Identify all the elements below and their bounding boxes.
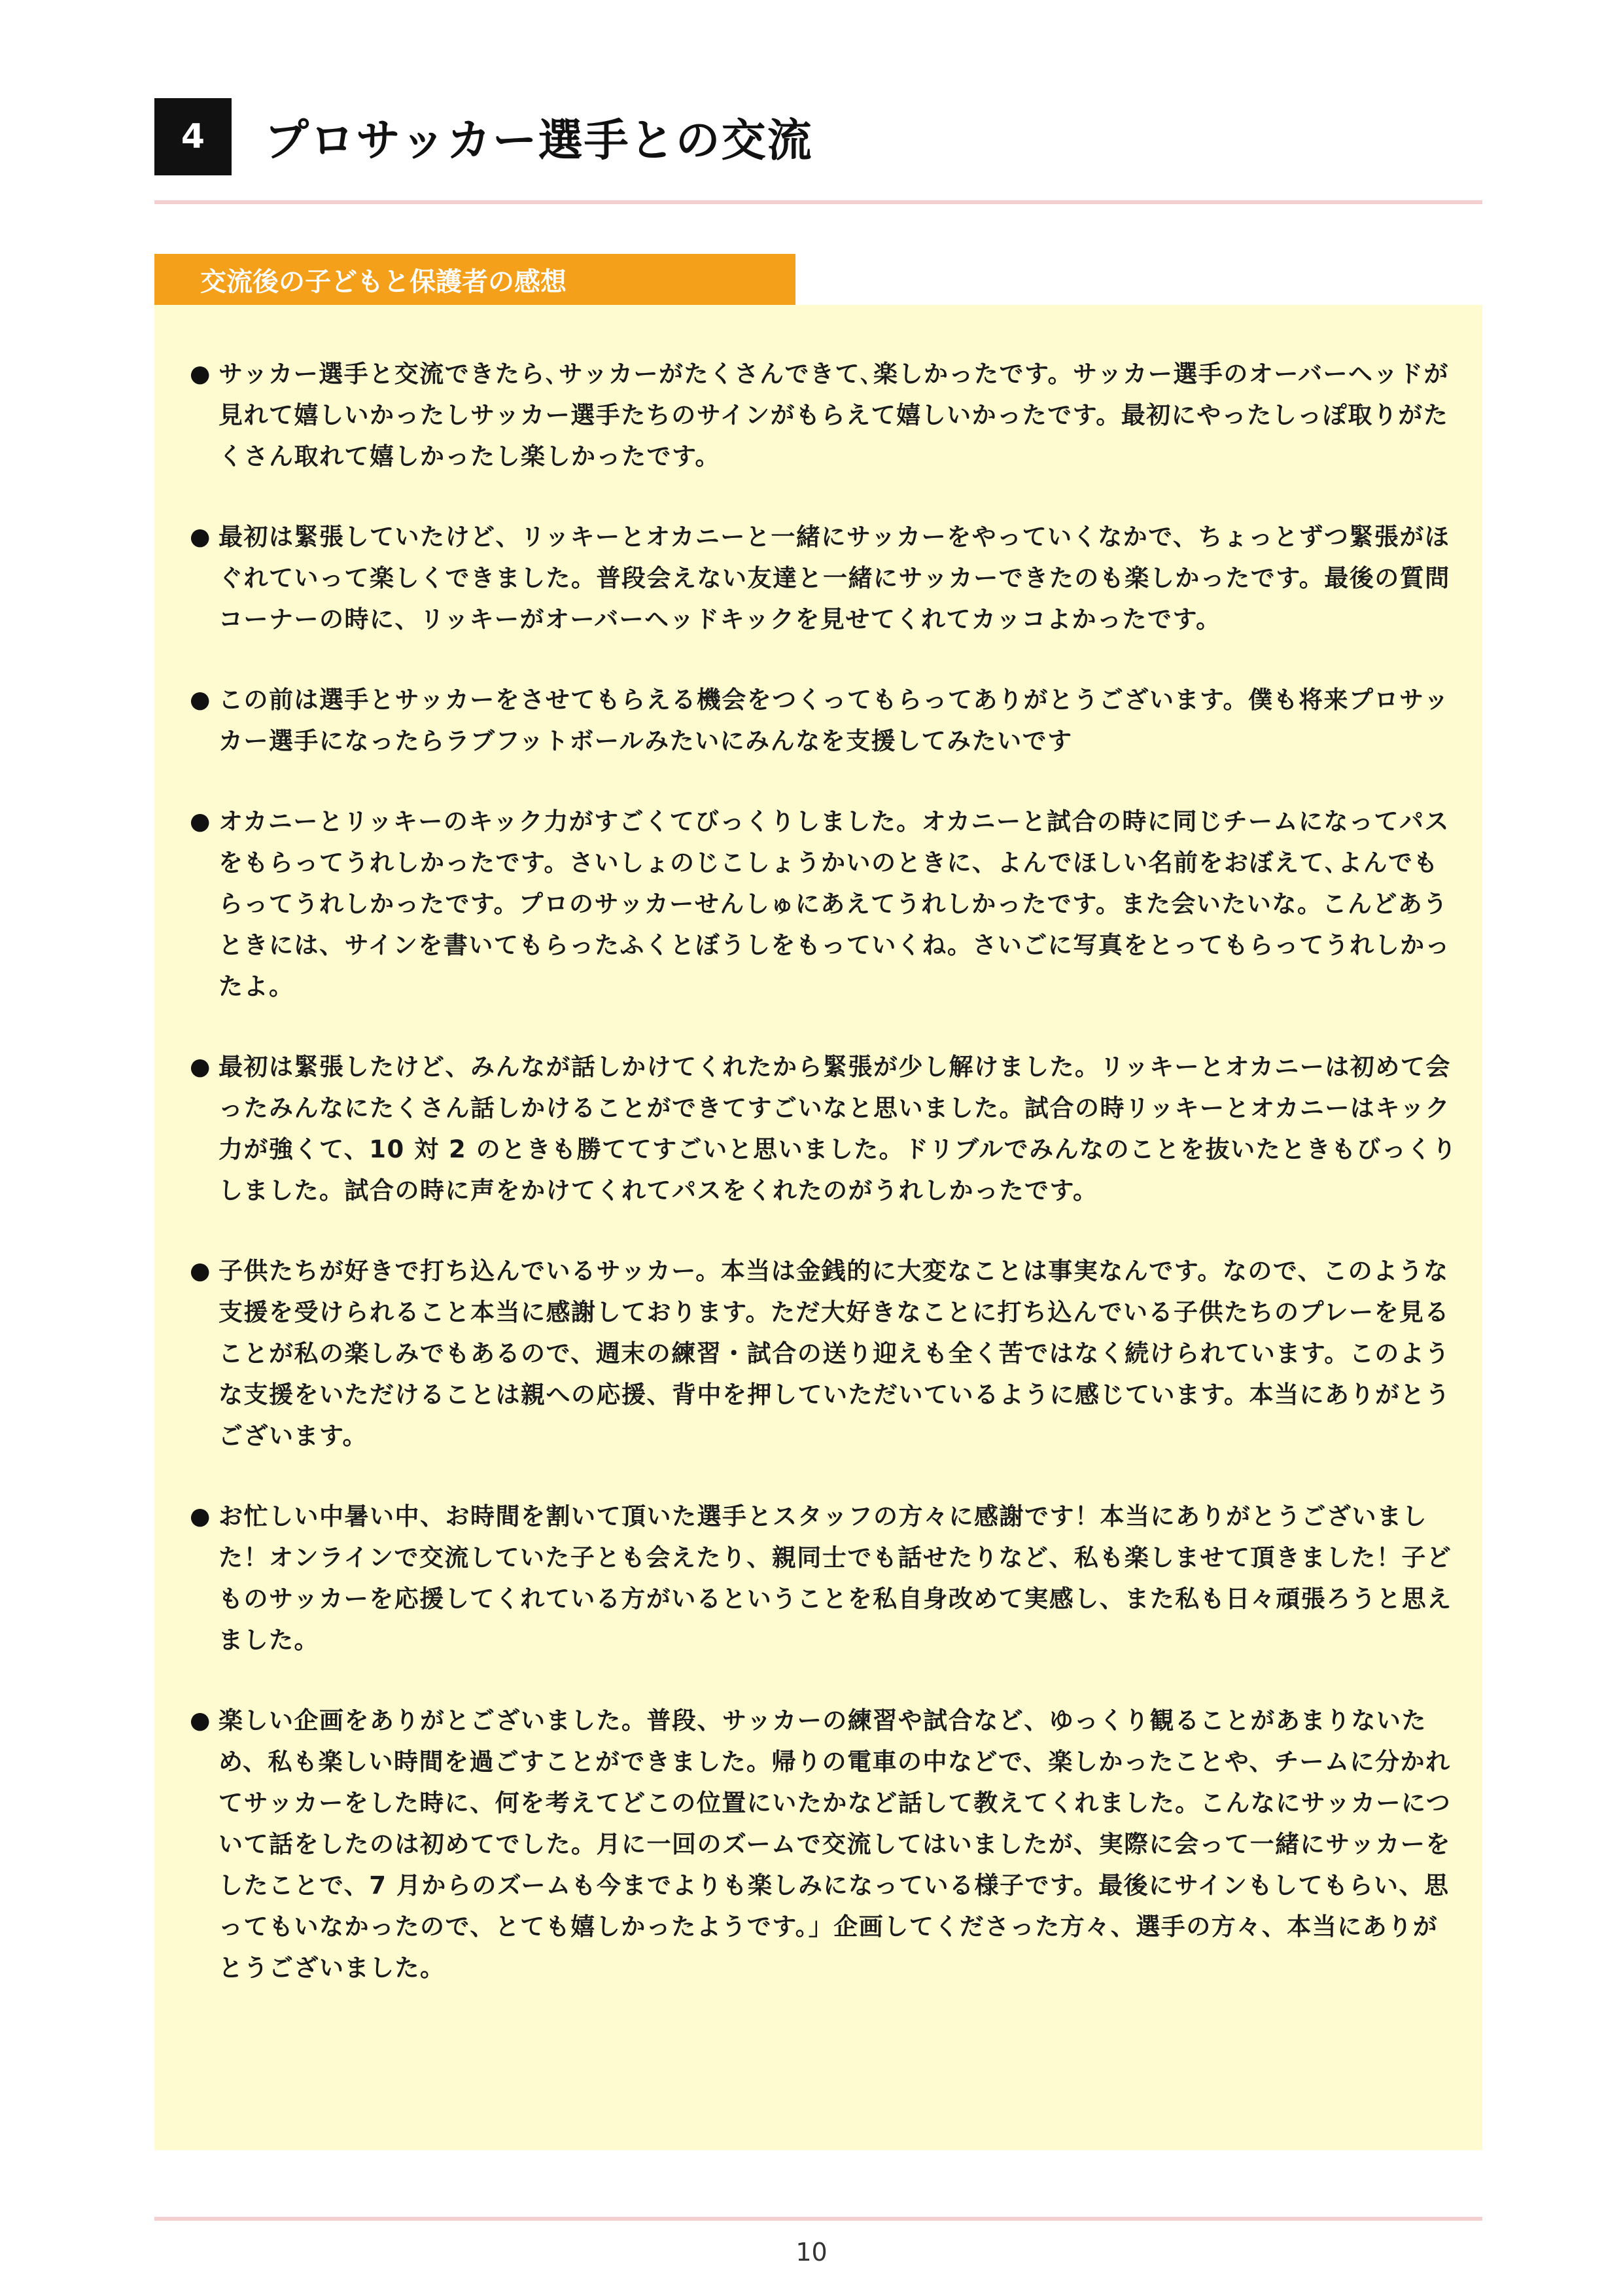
comment-item <box>190 1700 1459 1988</box>
page-number: 10 <box>795 2238 828 2267</box>
comment-item <box>190 1046 1459 1211</box>
comment-item <box>190 679 1459 762</box>
comment-text: 最初は緊張していたけど、リッキーとオカニーと一緒にサッカーをやっていくなかで、ちょっとずつ緊張がほぐれていって楽しくできました。普段会えない友達と一緒にサッカーできたのも楽しかったです。最後の質問コーナーの時に、リッキーがオーバーヘッドキックを見せてくれてカッコよかったです。 <box>218 523 1450 633</box>
page-header <box>154 98 1482 177</box>
bullet-icon: ● <box>190 523 211 550</box>
comment-item <box>190 1496 1459 1661</box>
comment-text: サッカー選手と交流できたら､サッカーがたくさんできて､楽しかったです。サッカー選手のオーバーヘッドが見れて嬉しいかったしサッカー選手たちのサインがもらえて嬉しいかったです。最初にやったしっぽ取りがたくさん取れて嬉しかったし楽しかったです。 <box>218 360 1449 470</box>
section-subheading: 交流後の子どもと保護者の感想 <box>154 254 795 305</box>
bullet-icon: ● <box>190 686 211 713</box>
comment-item <box>190 516 1459 640</box>
comments-list <box>190 353 1459 2028</box>
bullet-icon: ● <box>190 1503 211 1530</box>
comment-item <box>190 801 1459 1007</box>
comment-text: この前は選手とサッカーをさせてもらえる機会をつくってもらってありがとうございます。僕も将来プロサッカー選手になったらラブフットボールみたいにみんなを支援してみたいです <box>218 686 1450 755</box>
comment-text: 楽しい企画をありがとございました。普段、サッカーの練習や試合など、ゆっくり観ることがあまりないため、私も楽しい時間を過ごすことができました。帰りの電車の中などで、楽しかったことや、チームに分かれてサッカーをした時に、何を考えてどこの位置にいたかなど話して教えてくれました。こんなにサッカーについて話をしたのは初めてでした。月に一回のズームで交流してはいましたが、実際に会って一緒にサッカーをしたことで、7 月からのズームも今までよりも楽しみになっている様子です。最後にサインもしてもらい、思ってもいなかったので、とても嬉しかったようです。」企画してくださった方々、選手の方々、本当にありがとうございました。 <box>218 1706 1452 1982</box>
comment-text: お忙しい中暑い中、お時間を割いて頂いた選手とスタッフの方々に感謝です！本当にありがとうございました！オンラインで交流していた子とも会えたり、親同士でも話せたりなど、私も楽しませて頂きました！子どものサッカーを応援してくれている方がいるということを私自身改めて実感し、また私も日々頑張ろうと思えました。 <box>218 1502 1452 1654</box>
comment-text: オカニーとリッキーのキック力がすごくてびっくりしました。オカニーと試合の時に同じチームになってパスをもらってうれしかったです。さいしょのじこしょうかいのときに、よんでほしい名前をおぼえて､よんでもらってうれしかったです。プロのサッカーせんしゅにあえてうれしかったです。また会いたいな。こんどあうときには、サインを書いてもらったふくとぼうしをもっていくね。さいごに写真をとってもらってうれしかったよ。 <box>218 807 1451 1000</box>
bullet-icon: ● <box>190 361 211 387</box>
footer-divider <box>154 2217 1482 2221</box>
comment-item <box>190 353 1459 477</box>
comment-text: 子供たちが好きで打ち込んでいるサッカー。本当は金銭的に大変なことは事実なんです。なので、このような支援を受けられること本当に感謝しております。ただ大好きなことに打ち込んでいる子供たちのプレーを見ることが私の楽しみでもあるので、週末の練習・試合の送り迎えも全く苦ではなく続けられています。このような支援をいただけることは親への応援、背中を押していただいているように感じています。本当にありがとうございます。 <box>218 1257 1451 1450</box>
page-title: プロサッカー選手との交流 <box>264 115 813 167</box>
section-number-badge: 4 <box>154 98 232 175</box>
bullet-icon: ● <box>190 1707 211 1734</box>
bullet-icon: ● <box>190 1258 211 1284</box>
title-divider <box>154 200 1482 204</box>
comment-text: 最初は緊張したけど、みんなが話しかけてくれたから緊張が少し解けました。リッキーとオカニーは初めて会ったみんなにたくさん話しかけることができてすごいなと思いました。試合の時リッキーとオカニーはキック力が強くて、10 対 2 のときも勝ててすごいと思いました。ドリブルでみんなのことを抜いたときもびっくりしました。試合の時に声をかけてくれてパスをくれたのがうれしかったです。 <box>218 1053 1457 1205</box>
comment-item <box>190 1250 1459 1457</box>
bullet-icon: ● <box>190 1053 211 1080</box>
bullet-icon: ● <box>190 808 211 835</box>
